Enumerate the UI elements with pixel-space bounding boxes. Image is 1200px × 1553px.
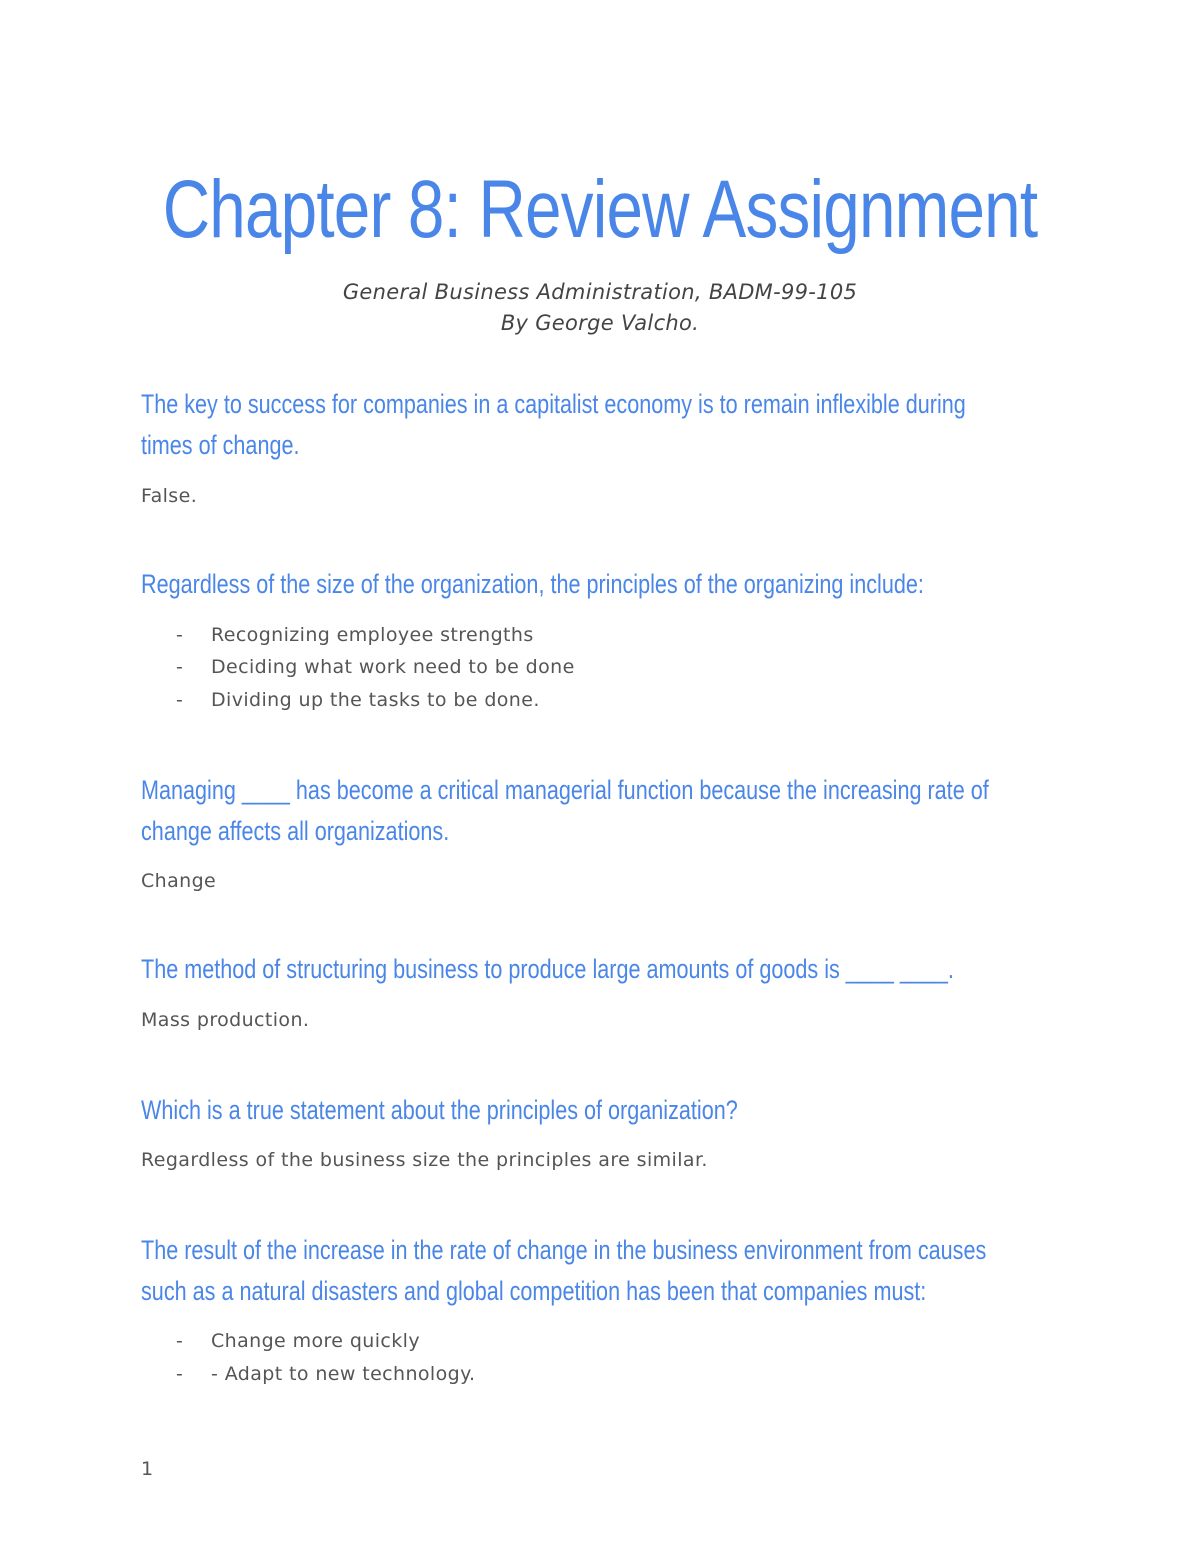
question-6 [141, 1230, 987, 1312]
list-marker: - [176, 689, 184, 711]
question-4 [141, 949, 954, 990]
question-line: times of change. [141, 430, 300, 460]
question-5 [141, 1090, 877, 1131]
question-line: The method of structuring business to produce large amounts of goods is ____ ____. [141, 954, 954, 984]
subtitle [0, 277, 1200, 339]
answer-3: Change [141, 870, 217, 892]
list-item-text: Recognizing employee strengths [211, 624, 534, 646]
question-line: Regardless of the size of the organization, the principles of the organizing include: [141, 569, 924, 599]
question-line: The result of the increase in the rate of change in the business environment from causes [141, 1235, 987, 1265]
list-item [176, 1327, 420, 1355]
answer-5: Regardless of the business size the principles are similar. [141, 1149, 708, 1171]
question-2 [141, 564, 924, 605]
list-marker: - [176, 656, 184, 678]
question-line: Managing ____ has become a critical managerial function because the increasing rate of [141, 775, 989, 805]
question-3 [141, 770, 989, 852]
page-title: Chapter 8: Review Assignment [162, 164, 1038, 255]
list-item [176, 686, 540, 714]
list-marker: - [176, 624, 184, 646]
list-item-text: - Adapt to new technology. [211, 1363, 476, 1385]
list-item-text: Change more quickly [211, 1330, 420, 1352]
course-name: General Business Administration, BADM-99-105 [342, 280, 858, 304]
question-1 [141, 384, 966, 466]
list-item-text: Dividing up the tasks to be done. [211, 689, 540, 711]
list-marker: - [176, 1330, 184, 1352]
list-item-text: Deciding what work need to be done [211, 656, 575, 678]
list-item [176, 1360, 475, 1388]
list-item [176, 653, 575, 681]
answer-1: False. [141, 485, 198, 507]
answer-4: Mass production. [141, 1009, 310, 1031]
question-line: such as a natural disasters and global competition has been that companies must: [141, 1276, 927, 1306]
author-line: By George Valcho. [500, 311, 700, 335]
list-item [176, 621, 534, 649]
page-number: 1 [141, 1458, 154, 1480]
question-line: change affects all organizations. [141, 816, 450, 846]
list-marker: - [176, 1363, 184, 1385]
question-line: The key to success for companies in a capitalist economy is to remain inflexible during [141, 389, 966, 419]
question-line: Which is a true statement about the principles of organization? [141, 1095, 738, 1125]
